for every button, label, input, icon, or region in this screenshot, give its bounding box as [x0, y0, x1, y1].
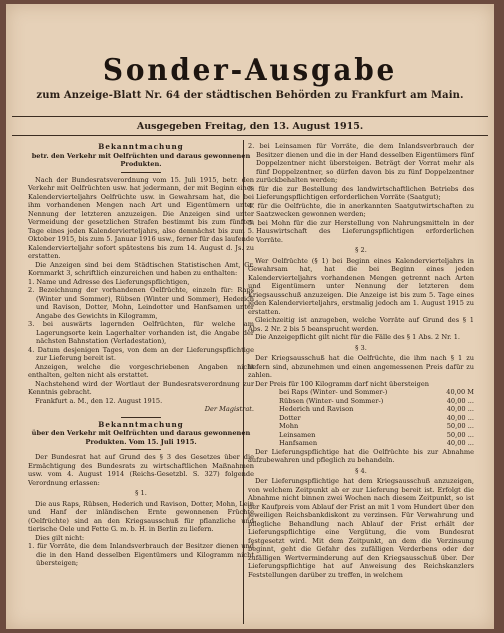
- right-column: [248, 142, 474, 579]
- paragraph: Die Anzeigepflicht gilt nicht für die Fälle des § 1 Abs. 2 Nr. 1.: [255, 333, 461, 341]
- price-row: Mohn 50,00 ...: [279, 422, 474, 430]
- price-row: Rübsen (Winter- und Sommer-) 40,00 ...: [279, 396, 474, 405]
- page-subtitle: zum Anzeige-Blatt Nr. 64 der städtischen Behörden zu Frankfurt am Main.: [36, 90, 464, 101]
- ordinance-subheading: über den Verkehr mit Oelfrüchten und daraus gewonnenen Produkten. Vom 15. Juli 1915.: [31, 429, 251, 446]
- price-list: [248, 388, 474, 448]
- paragraph: Gleichzeitig ist anzugeben, welche Vorräte auf Grund des § 1 Abs. 2 Nr. 2 bis 5 beansprucht werden.: [248, 316, 474, 333]
- paragraph: Der Lieferungspflichtige hat die Oelfrüchte bis zur Abnahme aufzubewahren und pfleglich zu behandeln.: [248, 447, 474, 464]
- section-number: § 1.: [135, 489, 147, 497]
- paragraph: Die aus Raps, Rübsen, Hederich und Ravison, Dotter, Mohn, Lein und Hanf der inländischen Ernte gewonnenen Früchte (Oelfrüchte) sind an den Kriegsausschuß für pflanzliche und tierische Oele und Fette G. m. b. H. in Berlin zu liefern.: [28, 499, 254, 533]
- list-item: 3. für die zur Bestellung des landwirtschaftlichen Betriebs des Lieferungspflichtigen erforderlichen Vorräte (Saatgut);: [248, 184, 474, 201]
- header-rule-top: [12, 116, 488, 117]
- list-item: 2. bei Leinsamen für Vorräte, die dem Inlandsverbrauch der Besitzer dienen und die in der Hand desselben Eigentümers fünf Doppelzentner nicht übersteigen. Beträgt der Vorrat mehr als fünf Doppelzentner, so dürfen davon bis zu fünf Doppelzentner zurückbehalten werden;: [248, 142, 474, 184]
- list-item: 1. für Vorräte, die dem Inlandsverbrauch der Besitzer dienen und die in den Hand desselben Eigentümers und Kilogramm nicht übersteigen;: [28, 542, 254, 567]
- left-column: [28, 142, 254, 568]
- paragraph: Nachstehend wird der Wortlaut der Bundesratsverordnung zur Kenntnis gebracht.: [28, 379, 254, 396]
- price-row: Hederich und Ravison 40,00 ...: [279, 405, 474, 413]
- paragraph: Wer Oelfrüchte (§ 1) bei Beginn eines Kalendervierteljahrs in Gewahrsam hat, hat die bei Beginn eines jeden Kalendervierteljahrs vorhandenen Mengen getrennt nach Arten und Eigentümern unter Nennung der letzteren dem Kriegsausschuß anzuzeigen. Die Anzeige ist bis zum 5. Tage eines jeden Kalendervierteljahrs, erstmalig jedoch am 1. August 1915 zu erstatten.: [248, 256, 474, 316]
- paragraph: Nach der Bundesratsverordnung vom 15. Juli 1915, betr. den Verkehr mit Oelfrüchten usw. hat jedermann, der mit Beginn eines Kalendervierteljahrs Oelfrüchte usw. in Gewahrsam hat, die bei ihm vorhandenen Mengen nach Art und Eigentümern unter Nennung der letzteren anzuzeigen. Die Anzeigen sind unter Vermeidung der gesetzlichen Strafen bestimmt bis zum fünften Tage eines jeden Kalendervierteljahrs, also demnächst bis zum 5. Oktober 1915, bis zum 5. Januar 1916 usw., ferner für das laufende Kalendervierteljahr sofort spätestens bis zum 14. August d. Js. zu erstatten.: [28, 175, 254, 260]
- list-item: 4. für die Oelfrüchte, die in anerkannten Saatgutwirtschaften zu Saatzwecken gewonnen werden;: [248, 201, 474, 218]
- paragraph: Anzeigen, welche die vorgeschriebenen Angaben nicht enthalten, gelten nicht als erstattet.: [28, 362, 254, 379]
- notice-heading: Bekanntmachung: [98, 142, 184, 151]
- paragraph: Der Preis für 100 Kilogramm darf nicht übersteigen: [255, 379, 429, 388]
- list-item: 4. Datum desjenigen Tages, von dem an der Lieferungspflichtige zur Lieferung bereit ist.: [28, 345, 254, 362]
- document-page: [6, 4, 494, 629]
- notice-subheading: betr. den Verkehr mit Oelfrüchten und daraus gewonnenen Produkten.: [31, 151, 251, 168]
- masthead: [6, 54, 494, 101]
- dateline: Frankfurt a. M., den 12. August 1915.: [35, 396, 163, 405]
- divider: [121, 172, 161, 173]
- list-item: 5. bei Mohn für die zur Herstellung von Nahrungsmitteln in der Hauswirtschaft des Lieferungspflichtigen erforderlichen Vorräte.: [248, 218, 474, 244]
- divider: [121, 417, 161, 418]
- ordinance-heading: Bekanntmachung: [98, 419, 184, 429]
- list-item: 3. bei auswärts lagernden Oelfrüchten, für welche am Lagerungsorte kein Lagerhalter vorhanden ist, die Angabe der nächsten Bahnstation (Verladestation),: [28, 320, 254, 345]
- price-row: Dotter 40,00 ...: [279, 413, 474, 422]
- page-title: Sonder-Ausgabe: [102, 53, 398, 88]
- price-row: Hanfsamen 40,00 ...: [279, 439, 474, 447]
- section-number: § 4.: [355, 466, 367, 475]
- paragraph: Der Lieferungspflichtige hat dem Kriegsausschuß anzuzeigen, von welchem Zeitpunkt ab er zur Lieferung bereit ist. Erfolgt die Abnahme nicht binnen zwei Wochen nach diesem Zeitpunkt, so ist der Kaufpreis vom Ablauf der Frist an mit 1 vom Hundert über den jeweiligen Reichsbankdiskont zu verzinsen. Für Verwahrung und pflegliche Behandlung nach Ablauf der Frist erhält der Lieferungspflichtige eine Vergütung, die vom Bundesrat festgesetzt wird. Mit dem Zeitpunkt, an dem die Verzinsung beginnt, geht die Gefahr des zufälligen Verderbens oder der zufälligen Wertverminderung auf den Kriegsausschuß über. Der Lieferungspflichtige hat auf Anweisung des Reichskanzlers Feststellungen darüber zu treffen, in welchem: [248, 477, 474, 579]
- paragraph: Der Bundesrat hat auf Grund des § 3 des Gesetzes über die Ermächtigung des Bundesrats zu wirtschaftlichen Maßnahmen usw. vom 4. August 1914 (Reichs-Gesetzbl. S. 327) folgende Verordnung erlassen:: [28, 453, 254, 487]
- paragraph: Der Kriegsausschuß hat die Oelfrüchte, die ihm nach § 1 zu liefern sind, abzunehmen und einen angemessenen Preis dafür zu zahlen.: [248, 354, 474, 379]
- list-item: 2. Bezeichnung der vorhandenen Oelfrüchte, einzeln für: Raps (Winter und Sommer), Rübsen (Winter und Sommer), Hederich und Ravison, Dotter, Mohn, Leindotter und Hanfsamen unter Angabe des Gewichts in Kilogramm,: [28, 286, 254, 320]
- issue-date: Ausgegeben Freitag, den 13. August 1915.: [136, 121, 364, 132]
- list-item: 1. Name und Adresse des Lieferungspflichtigen,: [28, 277, 190, 286]
- paragraph: Dies gilt nicht:: [35, 533, 85, 542]
- price-row: Leinsamen 50,00 ...: [279, 430, 474, 439]
- section-number: § 2.: [355, 246, 367, 254]
- divider: [121, 449, 161, 450]
- header-rule-bottom: [12, 135, 488, 136]
- section-number: § 3.: [355, 343, 367, 352]
- price-row: bei Raps (Winter- und Sommer-) 40,00 M: [279, 388, 474, 396]
- paragraph: Die Anzeigen sind bei dem Städtischen Statistischen Amt, Gr. Kornmarkt 3, schriftlich einzureichen und haben zu enthalten:: [28, 260, 254, 277]
- signature: Der Magistrat.: [204, 405, 254, 413]
